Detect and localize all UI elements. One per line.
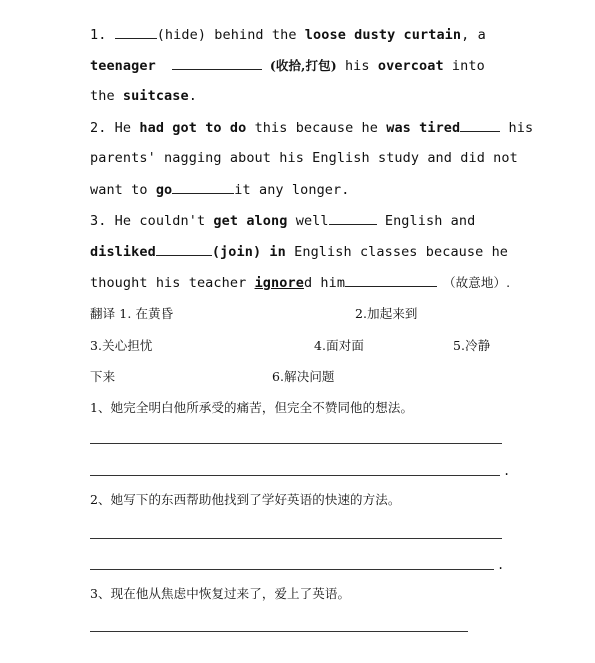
answer-line[interactable]: [90, 631, 468, 632]
q3-line3: thought his teacher ignored him （故意地）.: [90, 272, 510, 293]
sentence-3: 3、现在他从焦虑中恢复过来了，爱上了英语。: [90, 586, 351, 601]
translate-item-4: 4.面对面: [314, 338, 364, 353]
blank-input[interactable]: [115, 24, 157, 39]
q3-line1: 3. He couldn't get along well English and: [90, 210, 475, 231]
sentence-1: 1、她完全明白他所承受的痛苦，但完全不赞同他的想法。: [90, 400, 414, 415]
q2-line1: 2. He had got to do this because he was tired his: [90, 117, 533, 138]
answer-line[interactable]: [90, 475, 500, 476]
q1-line3: the suitcase.: [90, 88, 197, 104]
translate-item-3: 3.关心担忧: [90, 338, 153, 353]
q1-line1: 1. (hide) behind the loose dusty curtain, a: [90, 24, 486, 45]
q2-line3: want to go it any longer.: [90, 179, 349, 200]
translate-header: 翻译 1. 在黄昏: [90, 306, 174, 321]
blank-input[interactable]: [156, 241, 212, 256]
answer-line[interactable]: [90, 569, 494, 570]
blank-input[interactable]: [172, 55, 262, 70]
blank-input[interactable]: [172, 179, 234, 194]
answer-line[interactable]: [90, 443, 502, 444]
period-mark: .: [503, 464, 511, 478]
blank-input[interactable]: [460, 117, 500, 132]
q2-line2: parents' nagging about his English study and did not: [90, 150, 518, 166]
sentence-2: 2、她写下的东西帮助他找到了学好英语的快速的方法。: [90, 492, 401, 507]
translate-item-6: 6.解决问题: [272, 369, 335, 384]
answer-line[interactable]: [90, 538, 502, 539]
q3-line2: disliked (join) in English classes because he: [90, 241, 508, 262]
period-mark: .: [497, 558, 505, 572]
blank-input[interactable]: [345, 272, 437, 287]
translate-item-2: 2.加起来到: [355, 306, 418, 321]
q1-line2: teenager (收拾,打包) his overcoat into: [90, 55, 485, 76]
translate-item-5-cont: 下来: [90, 369, 116, 384]
blank-input[interactable]: [329, 210, 377, 225]
translate-item-5: 5.冷静: [453, 338, 491, 353]
